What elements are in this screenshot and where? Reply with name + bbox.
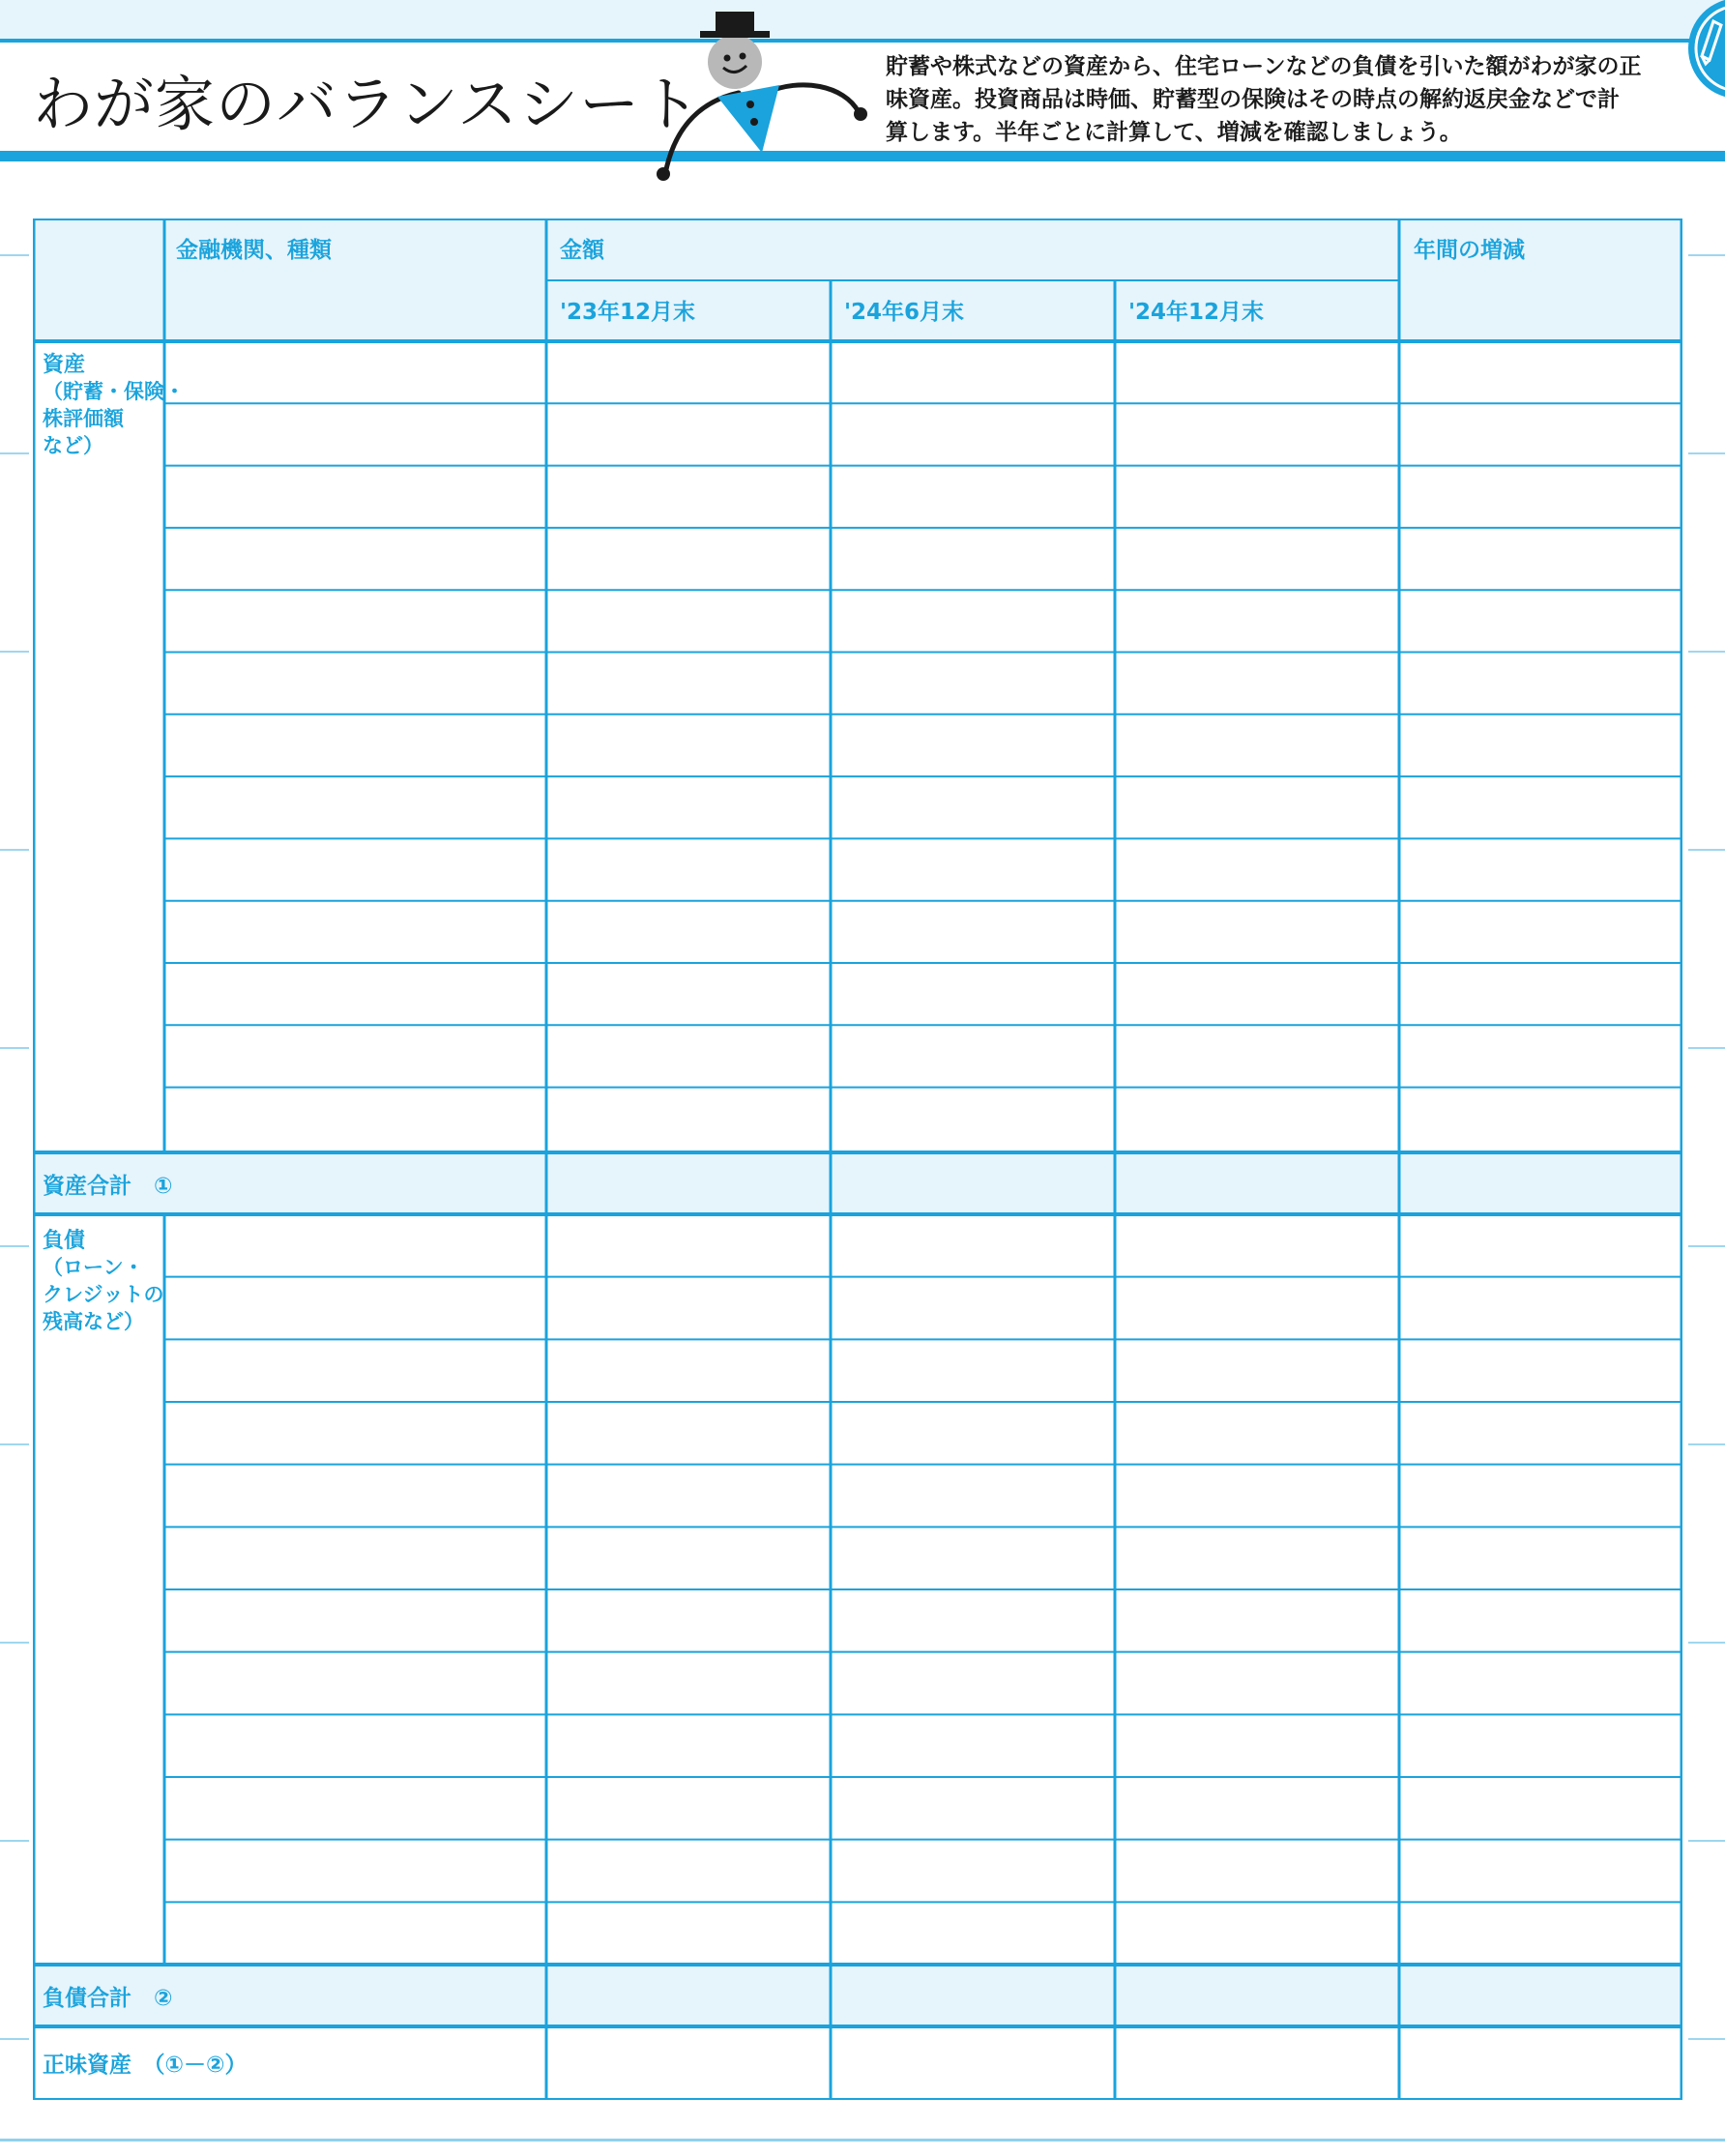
liabilities-label: 負債 [43,1229,86,1253]
liabilities-total-label: 負債合計 ② [43,1986,173,2011]
balance-sheet-table [33,219,1682,2100]
column-header-amount: 金額 [560,238,604,263]
description-line: 算します。半年ごとに計算して、増減を確認しましょう。 [886,120,1462,145]
assets-label-sub: （貯蓄・保険・ [43,380,185,403]
net-worth-label: 正味資産 （①－②） [43,2053,248,2078]
column-header-annual-change: 年間の増減 [1414,238,1525,263]
liabilities-total-fill [33,1965,1682,2026]
description-line: 味資産。投資商品は時価、貯蓄型の保険はその時点の解約返戻金などで計 [886,87,1620,112]
footer-rule [0,2139,1725,2141]
assets-total-label: 資産合計 ① [43,1174,173,1199]
assets-total-fill [33,1152,1682,1214]
description-line: 貯蓄や株式などの資産から、住宅ローンなどの負債を引いた額がわが家の正 [886,54,1642,79]
liabilities-label-sub: 残高など） [43,1310,144,1333]
assets-label: 資産 [43,353,86,377]
liabilities-label-sub: （ローン・ [43,1256,144,1279]
assets-label-sub: など） [43,434,103,457]
column-header-period-2: '24年6月末 [844,300,965,325]
column-header-period-1: '23年12月末 [560,300,696,325]
liabilities-label-sub: クレジットの [43,1283,164,1306]
page-title: わが家のバランスシート [33,69,702,139]
column-header-institution: 金融機関、種類 [176,238,332,263]
column-header-period-3: '24年12月末 [1128,300,1265,325]
assets-label-sub: 株評価額 [43,407,124,430]
